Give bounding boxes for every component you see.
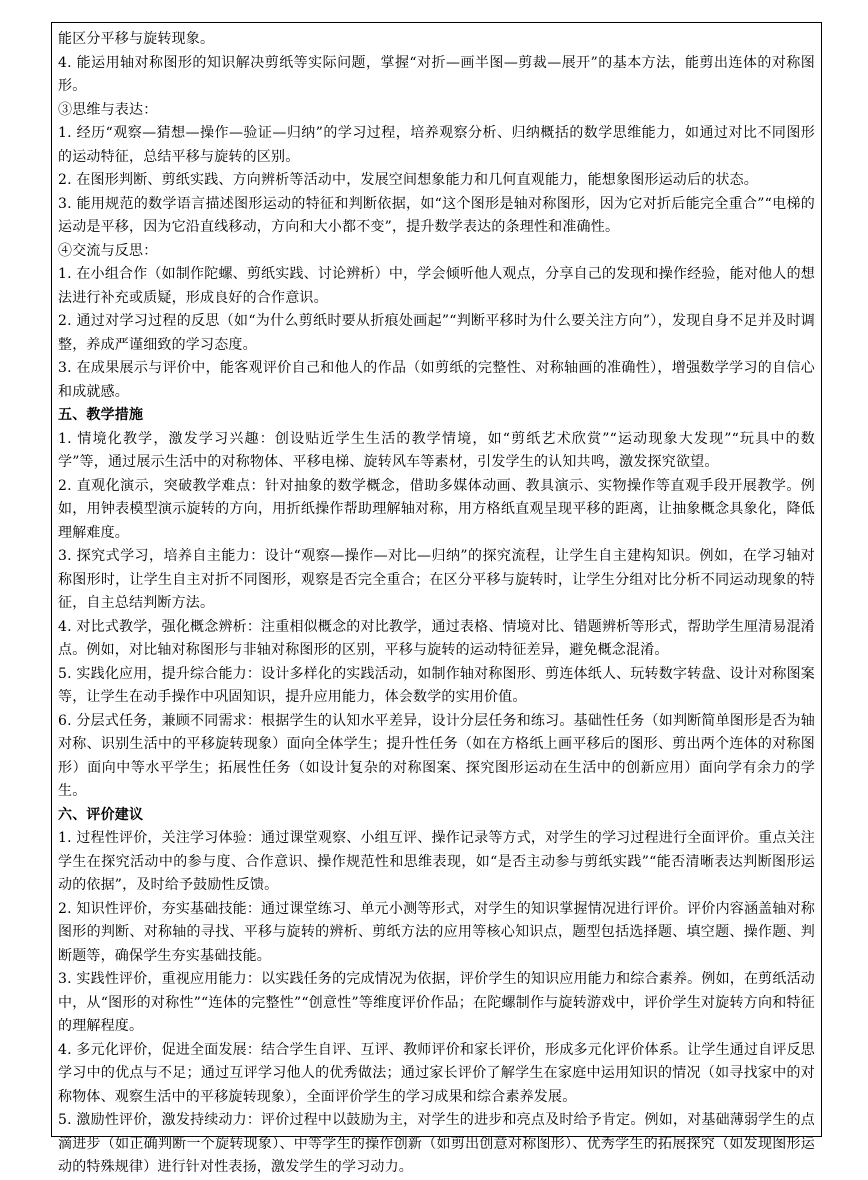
paragraph: 3. 探究式学习，培养自主能力：设计“观察—操作—对比—归纳”的探究流程，让学生自主建构知识。例如，在学习轴对称图形时，让学生自主对折不同图形，观察是否完全重合；在区分平移与旋转时，让学生分组对比分析不同运动现象的特征，自主总结判断方法。 — [58, 548, 815, 611]
paragraph: 4. 能运用轴对称图形的知识解决剪纸等实际问题，掌握“对折—画半图—剪裁—展开”的基本方法，能剪出连体的对称图形。 — [58, 54, 815, 94]
section-heading-evaluation: 六、评价建议 — [58, 806, 144, 823]
paragraph: 1. 在小组合作（如制作陀螺、剪纸实践、讨论辨析）中，学会倾听他人观点，分享自己的发现和操作经验，能对他人的想法进行补充或质疑，形成良好的合作意识。 — [58, 266, 815, 306]
paragraph: 3. 能用规范的数学语言描述图形运动的特征和判断依据，如“这个图形是轴对称图形，因为它对折后能完全重合”“电梯的运动是平移，因为它沿直线移动，方向和大小都不变”，提升数学表达的条理性和准确性。 — [58, 195, 815, 235]
paragraph: 1. 经历“观察—猜想—操作—验证—归纳”的学习过程，培养观察分析、归纳概括的数学思维能力，如通过对比不同图形的运动特征，总结平移与旋转的区别。 — [58, 125, 815, 165]
paragraph: 1. 情境化教学，激发学习兴趣：创设贴近学生生活的教学情境，如“剪纸艺术欣赏”“运动现象大发现”“玩具中的数学”等，通过展示生活中的对称物体、平移电梯、旋转风车等素材，引发学生的认知共鸣，激发探究欲望。 — [58, 430, 815, 470]
subheading-thinking-expression: ③思维与表达： — [58, 101, 158, 118]
paragraph: 4. 对比式教学，强化概念辨析：注重相似概念的对比教学，通过表格、情境对比、错题辨析等形式，帮助学生厘清易混淆点。例如，对比轴对称图形与非轴对称图形的区别，平移与旋转的运动特征差异，避免概念混淆。 — [58, 618, 815, 658]
paragraph: 3. 实践性评价，重视应用能力：以实践任务的完成情况为依据，评价学生的知识应用能力和综合素养。例如，在剪纸活动中，从“图形的对称性”“连体的完整性”“创意性”等维度评价作品；在陀螺制作与旋转游戏中，评价学生对旋转方向和特征的理解程度。 — [58, 971, 815, 1034]
paragraph: 2. 在图形判断、剪纸实践、方向辨析等活动中，发展空间想象能力和几何直观能力，能想象图形运动后的状态。 — [58, 172, 759, 188]
paragraph: 2. 知识性评价，夯实基础技能：通过课堂练习、单元小测等形式，对学生的知识掌握情况进行评价。评价内容涵盖轴对称图形的判断、对称轴的寻找、平移与旋转的辨析、剪纸方法的应用等核心知识点，题型包括选择题、填空题、操作题、判断题等，确保学生夯实基础技能。 — [58, 900, 815, 964]
paragraph: 6. 分层式任务，兼顾不同需求：根据学生的认知水平差异，设计分层任务和练习。基础性任务（如判断简单图形是否为轴对称、识别生活中的平移旋转现象）面向全体学生；提升性任务（如在方格纸上画平移后的图形、剪出两个连体的对称图形）面向中等水平学生；拓展性任务（如设计复杂的对称图案、探究图形运动在生活中的创新应用）面向学有余力的学生。 — [58, 712, 815, 799]
document-body — [52, 23, 821, 1180]
document-table-cell — [51, 22, 822, 1175]
paragraph: 5. 激励性评价，激发持续动力：评价过程中以鼓励为主，对学生的进步和亮点及时给予肯定。例如，对基础薄弱学生的点滴进步（如正确判断一个旋转现象）、中等学生的操作创新（如剪出创意对称图形）、优秀学生的拓展探究（如发现图形运动的特殊规律）进行针对性表扬，激发学生的学习动力。 — [58, 1112, 815, 1175]
paragraph: 2. 直观化演示，突破教学难点：针对抽象的数学概念，借助多媒体动画、教具演示、实物操作等直观手段开展教学。例如，用钟表模型演示旋转的方向，用折纸操作帮助理解轴对称，用方格纸直观呈现平移的距离，让抽象概念具象化，降低理解难度。 — [58, 477, 815, 541]
paragraph: 2. 通过对学习过程的反思（如“为什么剪纸时要从折痕处画起”“判断平移时为什么要关注方向”），发现自身不足并及时调整，养成严谨细致的学习态度。 — [58, 313, 815, 353]
section-heading-teaching-measures: 五、教学措施 — [58, 407, 144, 423]
paragraph: 3. 在成果展示与评价中，能客观评价自己和他人的作品（如剪纸的完整性、对称轴画的准确性），增强数学学习的自信心和成就感。 — [58, 360, 815, 400]
paragraph: 能区分平移与旋转现象。 — [58, 31, 215, 47]
subheading-communication-reflection: ④交流与反思： — [58, 242, 158, 259]
paragraph: 5. 实践化应用，提升综合能力：设计多样化的实践活动，如制作轴对称图形、剪连体纸人、玩转数字转盘、设计对称图案等，让学生在动手操作中巩固知识，提升应用能力，体会数学的实用价值。 — [58, 665, 815, 705]
paragraph: 1. 过程性评价，关注学习体验：通过课堂观察、小组互评、操作记录等方式，对学生的学习过程进行全面评价。重点关注学生在探究活动中的参与度、合作意识、操作规范性和思维表现，如“是否主动参与剪纸实践”“能否清晰表达判断图形运动的依据”，及时给予鼓励性反馈。 — [58, 830, 815, 893]
paragraph: 4. 多元化评价，促进全面发展：结合学生自评、互评、教师评价和家长评价，形成多元化评价体系。让学生通过自评反思学习中的优点与不足；通过互评学习他人的优秀做法；通过家长评价了解学生在家庭中运用知识的情况（如寻找家中的对称物体、观察生活中的平移旋转现象），全面评价学生的学习成果和综合素养发展。 — [58, 1041, 815, 1105]
